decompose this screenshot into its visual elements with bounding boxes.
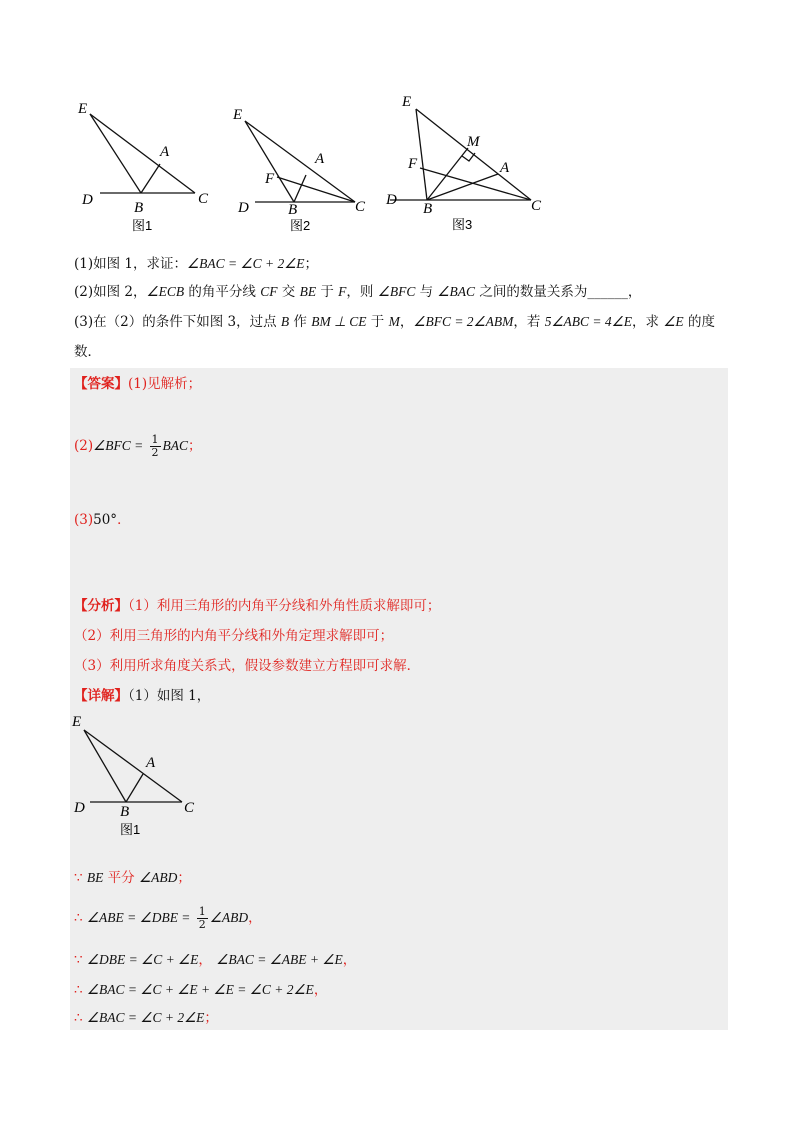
fig2-line-FC — [277, 177, 355, 202]
fig3-caption: 图3 — [452, 217, 473, 232]
fig2-label-D: D — [238, 200, 249, 216]
question-1 — [74, 254, 734, 274]
figures-svg — [70, 90, 670, 240]
detail-label-B: B — [120, 804, 130, 820]
solution-panel — [70, 368, 728, 1030]
fig3-label-E: E — [402, 94, 412, 110]
fig1-caption: 图1 — [132, 218, 153, 233]
q1-suffix: ； — [304, 256, 319, 272]
question-3: (3)在（2）的条件下如图 3，过点 B 作 BM ⊥ CE 于 M，∠BFC = 2∠ABM，若 5∠ABC = 4∠E，求 ∠E 的度 — [74, 314, 715, 330]
detail-step-5: ∴ ∠BAC = ∠C + 2∠E； — [74, 1010, 218, 1026]
answer-line-1 — [74, 374, 201, 394]
question-2: (2)如图 2，∠ECB 的角平分线 CF 交 BE 于 F，则 ∠BFC 与 ∠BAC 之间的数量关系为______， — [74, 284, 642, 300]
detail-label: 【详解】 — [74, 688, 128, 704]
fig2-label-F: F — [265, 171, 275, 187]
fig2-label-E: E — [233, 107, 243, 123]
fig1-line-EC — [90, 114, 195, 193]
detail-label-D: D — [74, 800, 85, 816]
analysis-line-2: （2）利用三角形的内角平分线和外角定理求解即可； — [74, 628, 394, 644]
detail-figure-1 — [70, 712, 210, 842]
fig3-label-A: A — [500, 160, 510, 176]
detail-step-2-fraction: $\frac{1}{2}$ — [198, 905, 206, 931]
fig1-label-D: D — [82, 192, 93, 208]
fig3-line-EB — [416, 109, 427, 200]
fig1-label-C: C — [198, 191, 209, 207]
q1-math: ∠BAC = ∠C + 2∠E — [187, 256, 305, 271]
fig2-line-EB — [245, 121, 294, 202]
fig1-label-A: A — [160, 144, 170, 160]
fig3-label-M: M — [467, 134, 480, 150]
analysis-line-3: （3）利用所求角度关系式，假设参数建立方程即可求解． — [74, 658, 421, 674]
fig2-label-B: B — [288, 202, 298, 218]
analysis-label: 【分析】 — [74, 598, 128, 614]
detail-line-EB — [84, 730, 126, 802]
fig1-label-B: B — [134, 200, 144, 216]
fig2-caption: 图2 — [290, 218, 311, 233]
detail-intro: 【详解】（1）如图 1， — [74, 688, 211, 704]
problem-figures — [70, 90, 670, 240]
answer-label: 【答案】 — [74, 376, 128, 392]
answer-line-2: (2)∠BFC = $\frac{1}{2}$ BAC； — [74, 433, 202, 459]
detail-figure-svg — [70, 712, 210, 842]
fig2-label-A: A — [315, 151, 325, 167]
fig1-line-BA — [141, 164, 160, 193]
fig3-line-FC — [420, 168, 531, 200]
figure-2 — [232, 107, 366, 233]
answer-line-3: (3)50°． — [74, 512, 131, 528]
detail-label-E: E — [72, 714, 82, 730]
fig1-label-E: E — [78, 101, 88, 117]
detail-step-3: ∵ ∠DBE = ∠C + ∠E， ∠BAC = ∠ABE + ∠E， — [74, 952, 357, 968]
detail-caption: 图1 — [120, 822, 141, 837]
detail-line-BA — [126, 774, 143, 802]
fig3-label-B: B — [423, 201, 433, 217]
fig2-line-BA — [294, 175, 306, 202]
answer-2-fraction: $\frac{1}{2}$ — [151, 433, 159, 459]
detail-step-1: ∵ BE 平分 ∠ABD； — [74, 870, 191, 886]
fig3-label-F: F — [408, 156, 418, 172]
fig2-label-C: C — [355, 199, 366, 215]
figure-1 — [77, 101, 209, 233]
fig3-label-D: D — [386, 192, 397, 208]
detail-label-A: A — [146, 755, 156, 771]
detail-step-2: ∴ ∠ABE = ∠DBE = $\frac{1}{2}$ ∠ABD， — [74, 905, 262, 931]
detail-label-C: C — [184, 800, 195, 816]
q1-prefix: (1)如图 1，求证： — [74, 256, 188, 272]
figure-3 — [385, 94, 542, 232]
analysis-line-1: 【分析】（1）利用三角形的内角平分线和外角性质求解即可； — [74, 598, 441, 614]
detail-step-4: ∴ ∠BAC = ∠C + ∠E + ∠E = ∠C + 2∠E， — [74, 982, 328, 998]
fig1-line-EB — [90, 114, 141, 193]
answer-1: (1)见解析； — [128, 376, 202, 392]
fig3-label-C: C — [531, 198, 542, 214]
question-3-continued: 数． — [74, 344, 101, 360]
